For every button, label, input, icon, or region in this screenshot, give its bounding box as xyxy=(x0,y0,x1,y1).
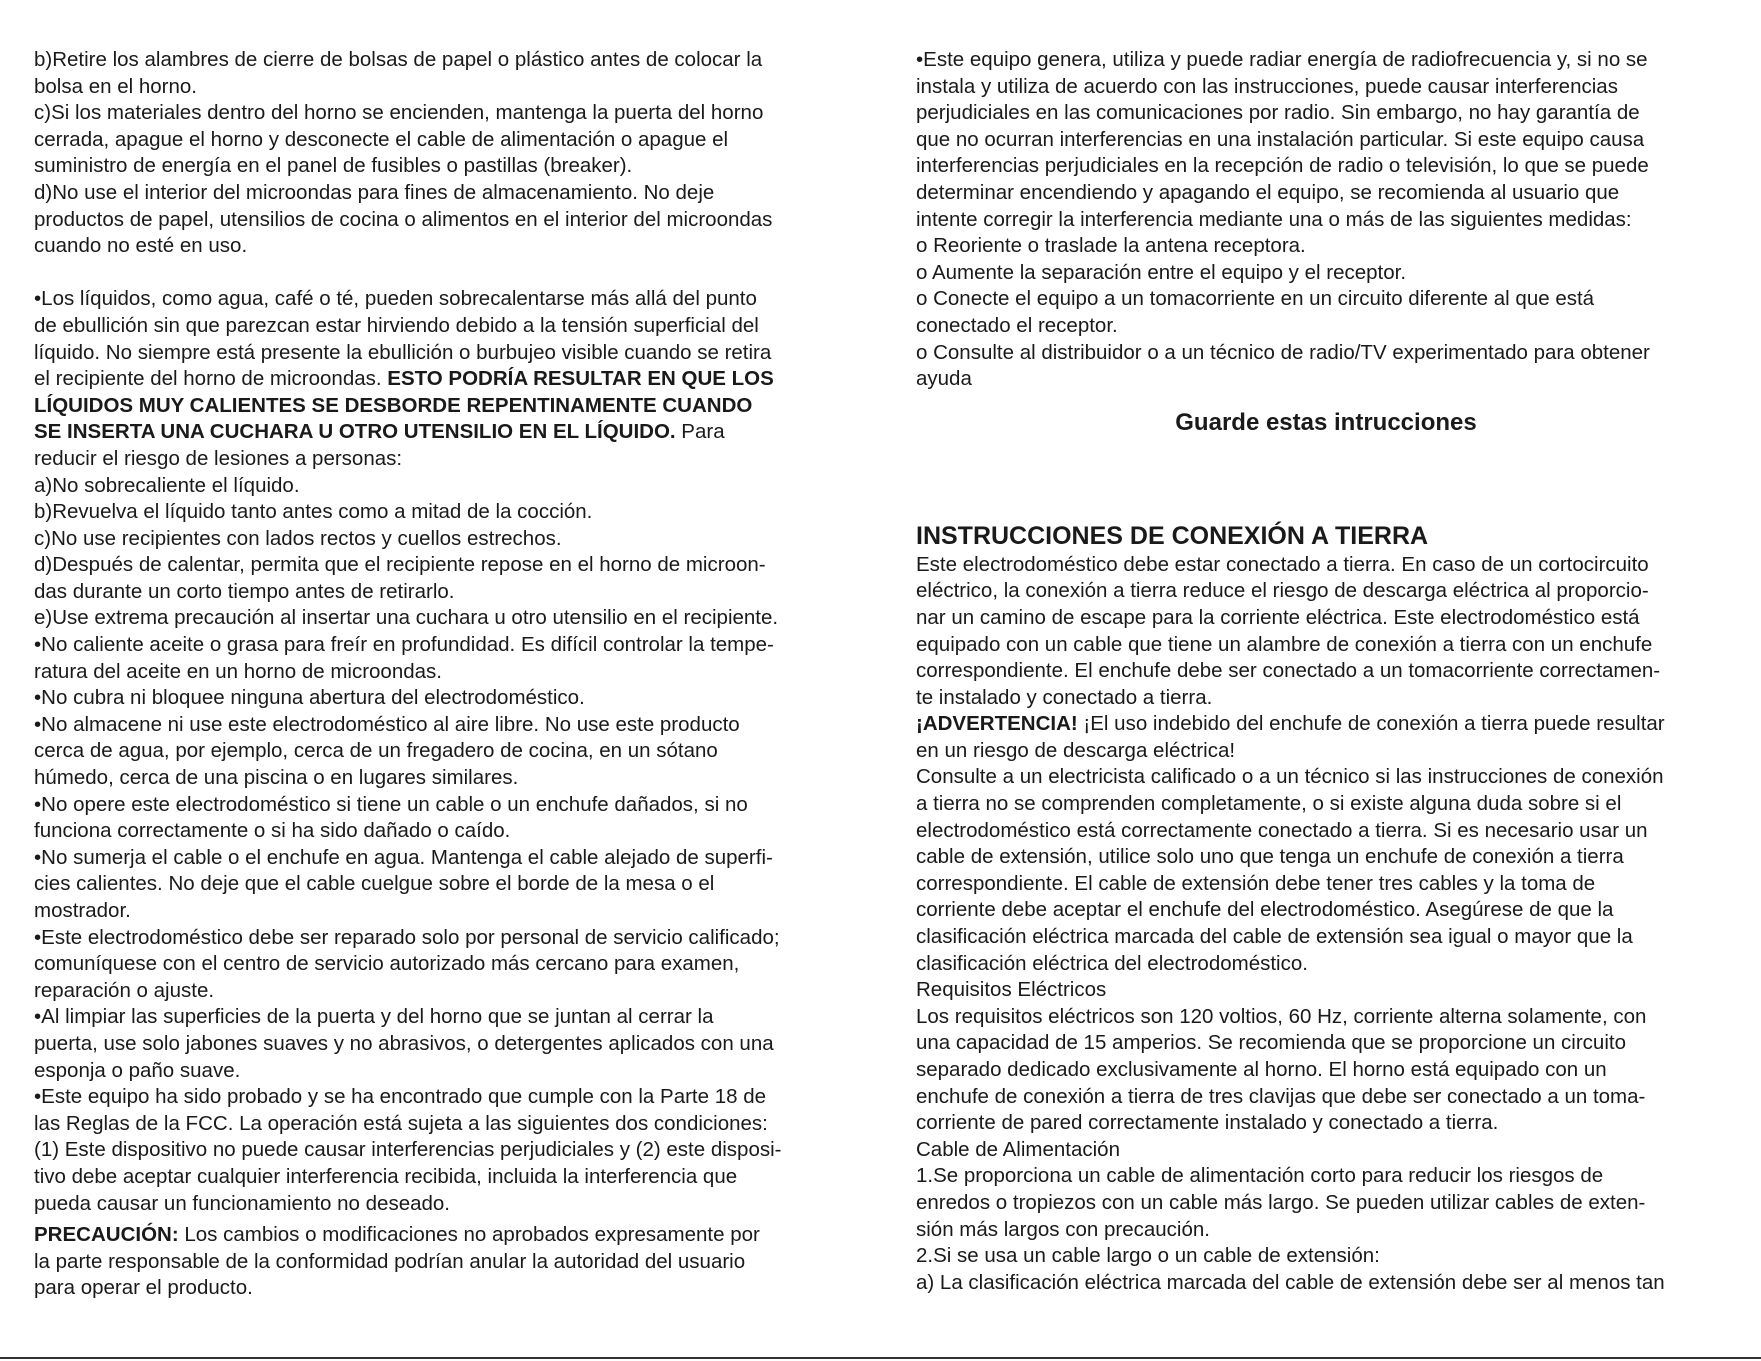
text-line: puerta, use solo jabones suaves y no abrasivos, o detergentes aplicados con una xyxy=(34,1031,774,1055)
text-line: suministro de energía en el panel de fusibles o pastillas (breaker). xyxy=(34,154,633,178)
text-line: Consulte a un electricista calificado o a un técnico si las instrucciones de conexión xyxy=(916,765,1664,789)
text-line: nar un camino de escape para la corriente eléctrica. Este electrodoméstico está xyxy=(916,605,1640,629)
text-line: cuando no esté en uso. xyxy=(34,234,248,258)
text-line: c)Si los materiales dentro del horno se encienden, mantenga la puerta del horno xyxy=(34,101,764,125)
text-line: reducir el riesgo de lesiones a personas: xyxy=(34,446,403,470)
text-line: correspondiente. El enchufe debe ser conectado a un tomacorriente correctamen- xyxy=(916,659,1661,683)
text-line: d)No use el interior del microondas para fines de almacenamiento. No deje xyxy=(34,180,715,204)
text-line: intente corregir la interferencia mediante una o más de las siguientes medidas: xyxy=(916,207,1632,231)
bold-warning-text: ESTO PODRÍA RESULTAR EN QUE LOS xyxy=(387,367,774,391)
text-line: Este electrodoméstico debe estar conectado a tierra. En caso de un cortocircuito xyxy=(916,552,1649,576)
text-line: líquido. No siempre está presente la ebullición o burbujeo visible cuando se retira xyxy=(34,340,772,364)
text-line: te instalado y conectado a tierra. xyxy=(916,685,1213,709)
text-line: •Este equipo genera, utiliza y puede radiar energía de radiofrecuencia y, si no se xyxy=(916,48,1648,71)
text-line: d)Después de calentar, permita que el recipiente repose en el horno de microon- xyxy=(34,553,766,577)
text-line: o Conecte el equipo a un tomacorriente en un circuito diferente al que está xyxy=(916,287,1595,311)
text-line: •No cubra ni bloquee ninguna abertura del electrodoméstico. xyxy=(34,686,585,710)
text-line: húmedo, cerca de una piscina o en lugares similares. xyxy=(34,766,519,790)
right-column xyxy=(916,47,1736,1296)
bottom-divider xyxy=(0,1357,1761,1359)
text-line: conectado el receptor. xyxy=(916,313,1118,337)
text-line xyxy=(34,366,864,393)
text-segment: el recipiente del horno de microondas. xyxy=(34,367,388,391)
text-line: reparación o ajuste. xyxy=(34,978,215,1002)
text-line xyxy=(916,711,1736,738)
text-line: funciona correctamente o si ha sido dañado o caído. xyxy=(34,819,511,843)
bold-warning-text: LÍQUIDOS MUY CALIENTES SE DESBORDE REPENTINAMENTE CUANDO xyxy=(34,393,753,417)
text-line: ratura del aceite en un horno de microondas. xyxy=(34,659,442,683)
text-line: ayuda xyxy=(916,367,972,391)
text-line: una capacidad de 15 amperios. Se recomienda que se proporcione un circuito xyxy=(916,1031,1626,1055)
text-line xyxy=(34,1222,864,1249)
text-line: •Este electrodoméstico debe ser reparado solo por personal de servicio calificado; xyxy=(34,925,780,949)
text-line: en un riesgo de descarga eléctrica! xyxy=(916,738,1236,762)
paragraph-gap xyxy=(34,260,864,287)
text-line: de ebullición sin que parezcan estar hirviendo debido a la tensión superficial del xyxy=(34,313,759,337)
text-segment: Los cambios o modificaciones no aprobados expresamente por xyxy=(178,1223,760,1247)
text-line xyxy=(34,419,864,446)
superheated-liquids-paragraph xyxy=(34,286,864,472)
grounding-heading: INSTRUCCIONES DE CONEXIÓN A TIERRA xyxy=(916,521,1429,550)
text-line: o Aumente la separación entre el equipo y el receptor. xyxy=(916,260,1407,284)
text-line: clasificación eléctrica marcada del cable de extensión sea igual o mayor que la xyxy=(916,925,1633,949)
text-line: cable de extensión, utilice solo uno que tenga un enchufe de conexión a tierra xyxy=(916,845,1624,869)
text-line: equipado con un cable que tiene un alambre de conexión a tierra con un enchufe xyxy=(916,632,1653,656)
text-line: (1) Este dispositivo no puede causar interferencias perjudiciales y (2) este disposi- xyxy=(34,1138,782,1162)
text-line: bolsa en el horno. xyxy=(34,74,197,98)
bold-warning-text: SE INSERTA UNA CUCHARA U OTRO UTENSILIO EN EL LÍQUIDO. xyxy=(34,420,676,444)
warning-label: ¡ADVERTENCIA! xyxy=(916,712,1078,736)
text-line: correspondiente. El cable de extensión debe tener tres cables y la toma de xyxy=(916,871,1596,895)
text-line: las Reglas de la FCC. La operación está sujeta a las siguientes dos condiciones: xyxy=(34,1111,768,1135)
text-line: enchufe de conexión a tierra de tres clavijas que debe ser conectado a un toma- xyxy=(916,1084,1646,1108)
text-line: clasificación eléctrica del electrodoméstico. xyxy=(916,951,1308,975)
oven-fire-list xyxy=(34,47,864,260)
text-line: electrodoméstico está correctamente conectado a tierra. Si es necesario usar un xyxy=(916,818,1648,842)
grounding-section xyxy=(916,520,1736,1297)
text-line: la parte responsable de la conformidad podrían anular la autoridad del usuario xyxy=(34,1249,746,1273)
text-line: a tierra no se comprenden completamente, o si existe alguna duda sobre si el xyxy=(916,792,1622,816)
text-line: c)No use recipientes con lados rectos y cuellos estrechos. xyxy=(34,526,562,550)
text-line: corriente debe aceptar el enchufe del electrodoméstico. Asegúrese de que la xyxy=(916,898,1614,922)
text-line: interferencias perjudiciales en la recepción de radio o televisión, lo que se puede xyxy=(916,154,1649,178)
text-line: sión más largos con precaución. xyxy=(916,1217,1210,1241)
text-line: b)Revuelva el líquido tanto antes como a mitad de la cocción. xyxy=(34,500,593,524)
text-line: a) La clasificación eléctrica marcada del cable de extensión debe ser al menos tan xyxy=(916,1270,1665,1294)
text-line: para operar el producto. xyxy=(34,1276,253,1300)
interference-paragraph xyxy=(916,47,1736,393)
text-line: tivo debe aceptar cualquier interferencia recibida, incluida la interferencia que xyxy=(34,1164,738,1188)
text-line: enredos o tropiezos con un cable más largo. Se pueden utilizar cables de exten- xyxy=(916,1190,1646,1214)
text-line: a)No sobrecaliente el líquido. xyxy=(34,473,300,497)
safety-list xyxy=(34,473,864,1218)
text-line: •No opere este electrodoméstico si tiene un cable o un enchufe dañados, si no xyxy=(34,792,748,816)
text-line: das durante un corto tiempo antes de retirarlo. xyxy=(34,579,455,603)
text-line: b)Retire los alambres de cierre de bolsas de papel o plástico antes de colocar la xyxy=(34,48,763,71)
text-segment: Para xyxy=(675,420,725,444)
text-line: cerca de agua, por ejemplo, cerca de un fregadero de cocina, en un sótano xyxy=(34,739,718,763)
text-line: e)Use extrema precaución al insertar una cuchara u otro utensilio en el recipiente. xyxy=(34,606,779,630)
text-line: separado dedicado exclusivamente al horno. El horno está equipado con un xyxy=(916,1058,1607,1081)
electrical-requirements-heading: Requisitos Eléctricos xyxy=(916,978,1107,1002)
power-cord-heading: Cable de Alimentación xyxy=(916,1137,1120,1161)
text-line: Los requisitos eléctricos son 120 voltios, 60 Hz, corriente alterna solamente, con xyxy=(916,1004,1647,1028)
text-line: •No almacene ni use este electrodoméstico al aire libre. No use este producto xyxy=(34,712,740,736)
text-line: 2.Si se usa un cable largo o un cable de extensión: xyxy=(916,1244,1380,1268)
text-line: o Reoriente o traslade la antena receptora. xyxy=(916,234,1306,258)
text-line: •Al limpiar las superficies de la puerta y del horno que se juntan al cerrar la xyxy=(34,1005,714,1029)
text-line: •No sumerja el cable o el enchufe en agua. Mantenga el cable alejado de superfi- xyxy=(34,845,773,869)
text-line: cerrada, apague el horno y desconecte el cable de alimentación o apague el xyxy=(34,127,729,151)
text-line: determinar encendiendo y apagando el equipo, se recomienda al usuario que xyxy=(916,180,1620,204)
left-column xyxy=(34,47,864,1302)
save-instructions-title: Guarde estas intrucciones xyxy=(1175,408,1477,436)
text-line: o Consulte al distribuidor o a un técnico de radio/TV experimentado para obtener xyxy=(916,340,1650,364)
text-line: cies calientes. No deje que el cable cuelgue sobre el borde de la mesa o el xyxy=(34,872,715,896)
text-line: corriente de pared correctamente instalado y conectado a tierra. xyxy=(916,1111,1499,1135)
text-line: •Los líquidos, como agua, café o té, pueden sobrecalentarse más allá del punto xyxy=(34,287,757,311)
text-line: productos de papel, utensilios de cocina o alimentos en el interior del microondas xyxy=(34,207,773,231)
text-line: pueda causar un funcionamiento no deseado. xyxy=(34,1191,451,1215)
text-line: 1.Se proporciona un cable de alimentación corto para reducir los riesgos de xyxy=(916,1164,1604,1188)
text-line: •No caliente aceite o grasa para freír en profundidad. Es difícil controlar la tempe- xyxy=(34,633,774,657)
text-line: mostrador. xyxy=(34,899,131,922)
text-line: esponja o paño suave. xyxy=(34,1058,241,1082)
paragraph-gap xyxy=(916,439,1736,520)
text-line: eléctrico, la conexión a tierra reduce el riesgo de descarga eléctrica al proporcio- xyxy=(916,579,1649,603)
text-line: que no ocurran interferencias en una instalación particular. Si este equipo causa xyxy=(916,127,1645,151)
caution-label: PRECAUCIÓN: xyxy=(34,1223,179,1247)
text-segment: ¡El uso indebido del enchufe de conexión a tierra puede resultar xyxy=(1077,712,1665,736)
paragraph-gap xyxy=(916,393,1736,407)
text-line: instala y utiliza de acuerdo con las instrucciones, puede causar interferencias xyxy=(916,74,1618,98)
text-line: comuníquese con el centro de servicio autorizado más cercano para examen, xyxy=(34,952,740,976)
caution-paragraph xyxy=(34,1222,864,1302)
text-line: perjudiciales en las comunicaciones por radio. Sin embargo, no hay garantía de xyxy=(916,101,1640,125)
text-line: •Este equipo ha sido probado y se ha encontrado que cumple con la Parte 18 de xyxy=(34,1085,767,1109)
